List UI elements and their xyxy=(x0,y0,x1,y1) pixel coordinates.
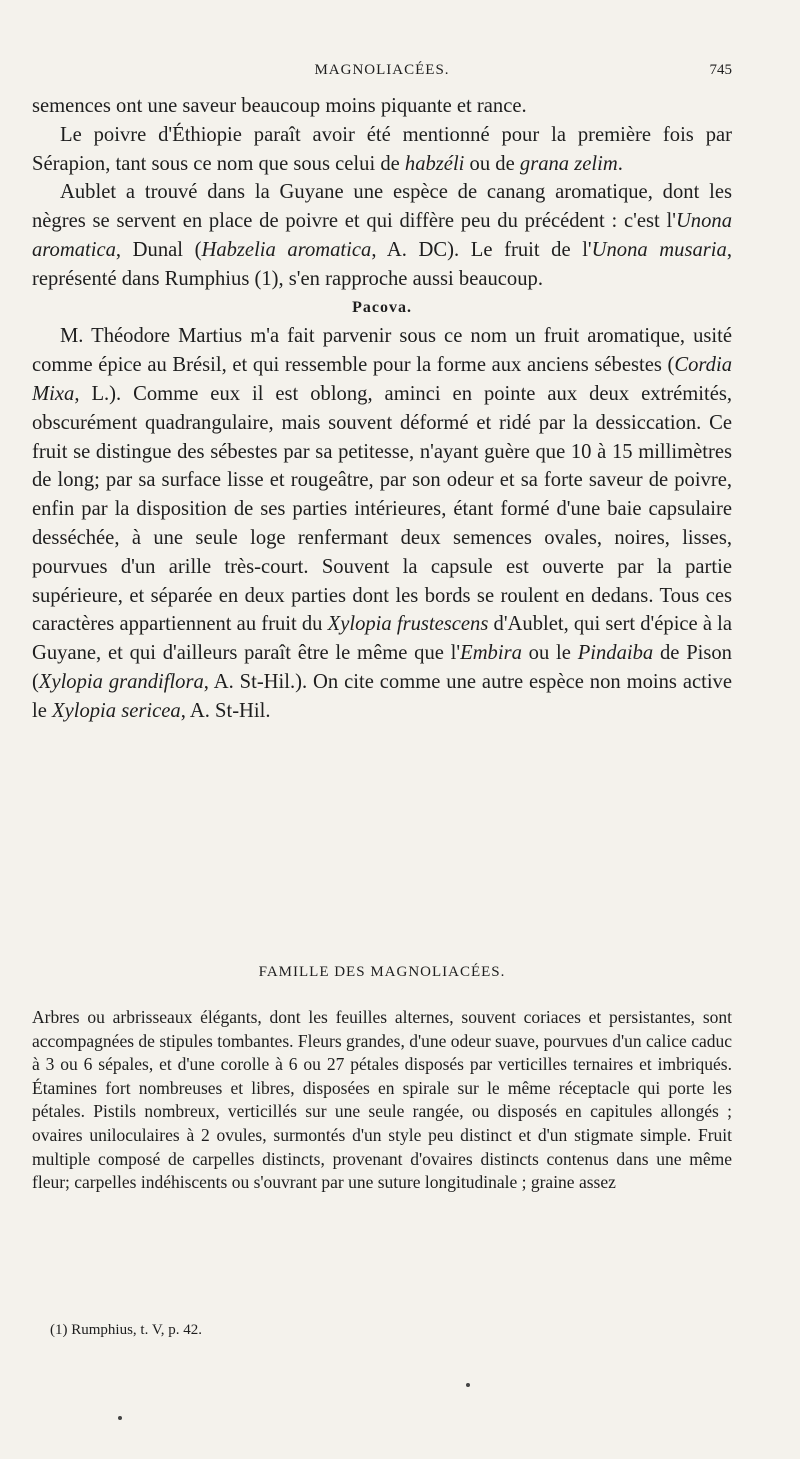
main-text xyxy=(32,92,732,726)
italic-term: Xylopia grandiflora xyxy=(38,670,204,693)
italic-term: Xylopia sericea xyxy=(52,699,181,722)
text-run: . xyxy=(617,152,623,175)
italic-term: habzéli xyxy=(404,152,465,175)
italic-term: Unona aromatica xyxy=(32,210,732,261)
text-run: , A. St-Hil. xyxy=(180,699,271,722)
family-description xyxy=(32,1006,732,1195)
text-run: de Pison ( xyxy=(32,642,732,693)
page-header xyxy=(32,58,732,84)
text-run: ou de xyxy=(464,152,520,175)
section-heading: Pacova. xyxy=(352,298,412,316)
text-run: M. Théodore Martius m'a fait parvenir sous ce nom un fruit aromatique, usité comme épice au Brésil, et qui ressemble pour la forme aux anciens sébestes ( xyxy=(32,325,732,377)
italic-term: Xylopia frustescens xyxy=(327,613,489,636)
italic-term: grana zelim xyxy=(519,152,618,175)
text-run: d'Aublet, qui sert d'épice à la Guyane, et qui d'ailleurs paraît être le même que l' xyxy=(32,613,733,665)
text-run: ou le xyxy=(521,642,578,665)
paragraph-4 xyxy=(32,322,732,725)
page-number: 745 xyxy=(709,62,732,78)
italic-term: Habzelia aromatica xyxy=(201,238,372,261)
text-run: , A. DC). Le fruit de l' xyxy=(371,238,592,261)
family-heading: FAMILLE DES MAGNOLIACÉES. xyxy=(258,964,506,980)
footnote: (1) Rumphius, t. V, p. 42. xyxy=(50,1322,202,1338)
family-paragraph: Arbres ou arbrisseaux élégants, dont les feuilles alternes, souvent coriaces et persistantes, sont accompagnées de stipules tombantes. Fleurs grandes, d'une odeur suave, pourvues d'un calice caduc à 3 ou 6 sépales, et d'une corolle à 6 ou 27 pétales disposés par verticilles ternaires et imbriqués. Étamines fort nombreuses et libres, disposées en spirale sur le même réceptacle qui porte les pétales. Pistils nombreux, verticillés sur une seule rangée, ou disposés en capitules allongés ; ovaires uniloculaires à 2 ovules, surmontés d'un style peu distinct et d'un stigmate simple. Fruit multiple composé de carpelles distincts, provenant d'ovaires distincts contenus dans une même fleur; carpelles indéhiscents ou s'ouvrant par une suture longitudinale ; graine assez xyxy=(32,1007,732,1193)
paragraph-2 xyxy=(32,121,732,179)
text-run: Aublet a trouvé dans la Guyane une espèce de canang aromatique, dont les nègres se servent en place de poivre et qui diffère peu du précédent : c'est l' xyxy=(32,181,732,233)
italic-term: Embira xyxy=(460,642,522,665)
text-run: , A. St-Hil.). On cite comme une autre espèce non moins active le xyxy=(32,670,732,722)
running-head: MAGNOLIACÉES. xyxy=(314,62,450,78)
ink-speck xyxy=(118,1416,122,1420)
italic-term: Cordia Mixa xyxy=(32,354,732,405)
ink-speck xyxy=(466,1383,470,1387)
paragraph-1: semences ont une saveur beaucoup moins piquante et rance. xyxy=(32,95,527,117)
text-run: , L.). Comme eux il est oblong, aminci en pointe aux deux extrémités, obscurément quadrangulaire, mais souvent déformé et ridé par la dessiccation. Ce fruit se distingue des sébestes par sa petitesse, n'ayant guère que 10 à 15 millimètres de long; par sa surface lisse et rougeâtre, par son odeur et sa forte saveur de poivre, enfin par la disposition de ses parties intérieures, étant formé d'une baie capsulaire desséchée, à une seule loge renfermant deux semences ovales, noires, lisses, pourvues d'un arille très-court. Souvent la capsule est ouverte par la partie supérieure, et séparée en deux parties dont les bords se roulent en dedans. Tous ces caractères appartiennent au fruit du xyxy=(32,382,732,636)
text-run: Le poivre d'Éthiopie paraît avoir été mentionné pour la première fois par Sérapion, tant sous ce nom que sous celui de xyxy=(32,123,732,175)
text-run: , Dunal ( xyxy=(115,238,202,261)
paragraph-3 xyxy=(32,178,732,293)
italic-term: Pindaiba xyxy=(577,642,654,665)
text-run: , représenté dans Rumphius (1), s'en rapproche aussi beaucoup. xyxy=(32,238,732,290)
italic-term: Unona musaria xyxy=(591,238,727,261)
